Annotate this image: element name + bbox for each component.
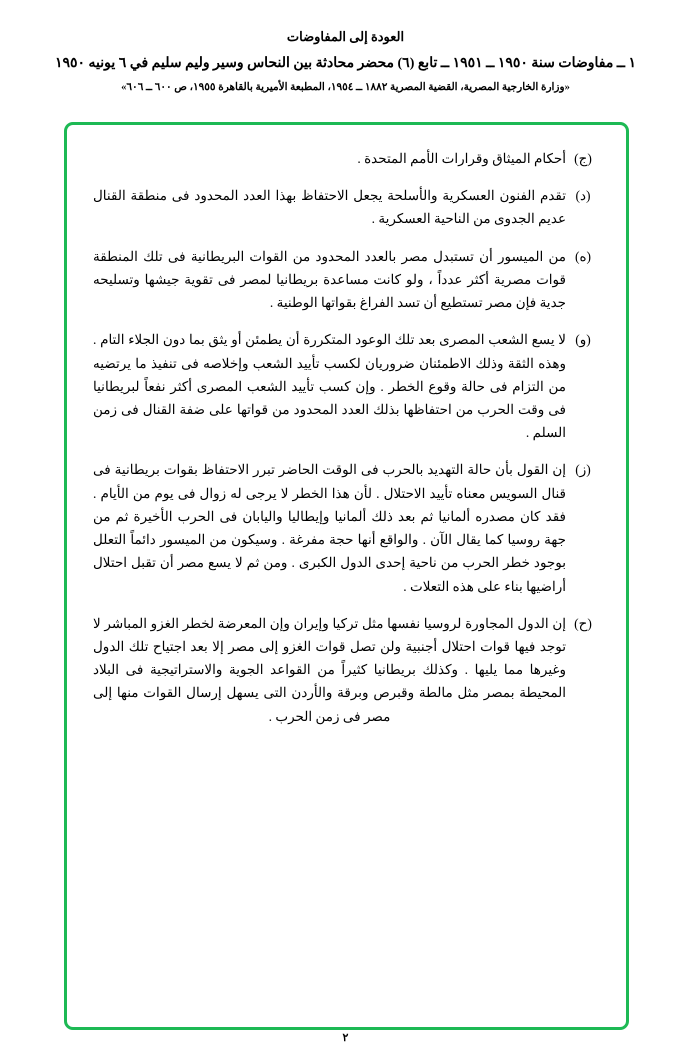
content-body: [67, 125, 626, 728]
paragraph-marker: (ه): [574, 248, 592, 264]
page-footer: [0, 1031, 691, 1044]
paragraph-marker: (د): [575, 188, 591, 204]
paragraph-block: [93, 245, 600, 315]
page-title: العودة إلى المفاوضات: [286, 29, 405, 44]
paragraph-block: [93, 458, 600, 597]
paragraph-marker: (ز): [575, 462, 591, 478]
paragraph-block: [93, 147, 600, 170]
paragraph-text: إن القول بأن حالة التهديد بالحرب فى الوقت الحاضر تبرر الاحتفاظ بقوات بريطانية فى قنال السويس معناه تأييد الاحتلال . لأن هذا الخطر لا يرجى له زوال فى يوم من الأيام . فقد كان مصدره ألمانيا ثم بعد ذلك ألمانيا وإيطاليا واليابان فى الحرب الأخيرة ثم من جهة روسيا كما يقال الآن . والواقع أنها حجة مفرغة . وسيكون من الميسور دائماً التعلل بوجود خطر الحرب من ناحية إحدى الدول الكبرى . ومن ثم لا يسع مصر أن تقبل احتلال أراضيها بناء على هذه التعلات .: [93, 462, 566, 594]
paragraph-marker: (و): [575, 332, 591, 348]
content-frame: [64, 122, 629, 1030]
paragraph-block: [93, 184, 600, 230]
source-citation: «وزارة الخارجية المصرية، القضية المصرية ١٨٨٢ ــ ١٩٥٤، المطبعة الأميرية بالقاهرة ١٩٥٥، ص ٦٠٠ ــ ٦٠٦»: [121, 81, 570, 93]
paragraph-marker: (ح): [574, 615, 592, 631]
page-subtitle: ١ ــ مفاوضات سنة ١٩٥٠ ــ ١٩٥١ ــ تابع (٦) محضر محادثة بين النحاس وسير وليم سليم في ٦ يونيه ١٩٥٠: [54, 56, 637, 72]
page-number: ٢: [342, 1032, 349, 1044]
paragraph-text: تقدم الفنون العسكرية والأسلحة يجعل الاحتفاظ بهذا العدد المحدود فى منطقة القنال عديم الجدوى من الناحية العسكرية .: [93, 188, 566, 227]
paragraph-marker: (ج): [574, 151, 592, 166]
paragraph-text: من الميسور أن تستبدل مصر بالعدد المحدود من القوات البريطانية فى تلك المنطقة قوات مصرية أكثر عدداً ، ولو كانت مساعدة بريطانيا لمصر فى تقوية جيشها وتسليحه جدية فإن مصر تستطيع أن تسد الفراغ بقواتها الوطنية .: [93, 248, 566, 311]
paragraph-block: [93, 612, 600, 728]
paragraph-text: إن الدول المجاورة لروسيا نفسها مثل تركيا وإيران وإن المعرضة لخطر الغزو المباشر لا توجد فيها قوات احتلال أجنبية ولن تصل قوات الغزو إلى مصر إلا بعد اجتياح تلك الدول وغيرها مما يليها . وكذلك بريطانيا كثيراً من القواعد الجوية والاستراتيجية فى البلاد المحيطة بمصر مثل مالطة وقبرص وبرقة والأردن التى يسهل إرسال القوات منها إلى مصر فى زمن الحرب .: [93, 615, 566, 724]
page-header: [0, 28, 691, 95]
paragraph-text: لا يسع الشعب المصرى بعد تلك الوعود المتكررة أن يطمئن أو يثق بما دون الجلاء التام . وهذه الثقة وذلك الاطمئنان ضروريان لكسب تأييد الشعب وإخلاصه فى تنفيذ ما يرتضيه من التزام فى حالة وقوع الخطر . وإن كسب تأييد الشعب المصرى أكثر نفعاً لبريطانيا فى وقت الحرب من احتفاظها بذلك العدد المحدود من قواتها على ضفة القنال فى زمن السلم .: [93, 332, 566, 441]
paragraph-text: أحكام الميثاق وقرارات الأمم المتحدة .: [357, 151, 566, 166]
paragraph-block: [93, 328, 600, 444]
